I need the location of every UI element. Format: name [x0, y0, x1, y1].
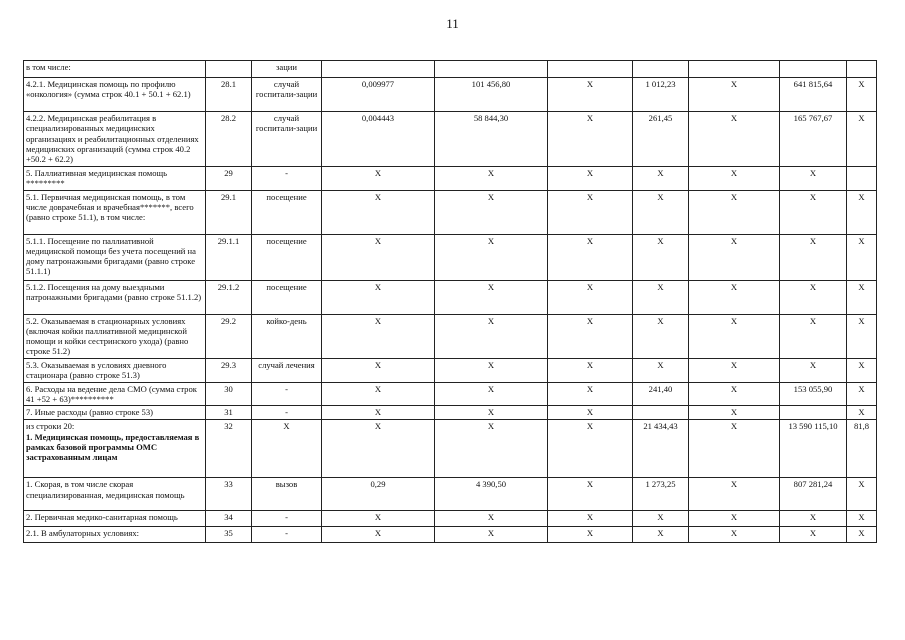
row-value: X	[847, 406, 877, 420]
row-unit: случай госпитали-зации	[252, 112, 322, 167]
table-row	[24, 358, 877, 382]
row-value: X	[780, 234, 847, 280]
page-number: 11	[446, 16, 459, 31]
row-value: X	[780, 280, 847, 314]
row-value: 4 390,50	[435, 478, 548, 511]
row-name: 4.2.1. Медицинская помощь по профилю «онкология» (сумма строк 40.1 + 50.1 + 62.1)	[24, 78, 206, 112]
row-name: 5.3. Оказываемая в условиях дневного стационара (равно строке 51.3)	[24, 358, 206, 382]
row-value: 1 012,23	[633, 78, 689, 112]
financing-table	[23, 60, 877, 543]
row-unit: койко-день	[252, 314, 322, 358]
row-value: X	[322, 358, 435, 382]
row-value: X	[689, 406, 780, 420]
row-value: X	[322, 234, 435, 280]
row-value: 241,40	[633, 382, 689, 406]
row-value: X	[780, 314, 847, 358]
row-value: X	[548, 314, 633, 358]
row-name: 5. Паллиативная медицинская помощь *********	[24, 167, 206, 191]
row-unit: зации	[252, 61, 322, 78]
row-value: X	[780, 358, 847, 382]
row-value: X	[780, 527, 847, 543]
row-value: X	[435, 527, 548, 543]
row-value	[780, 61, 847, 78]
row-value: X	[435, 382, 548, 406]
row-value: 153 055,90	[780, 382, 847, 406]
row-value: X	[322, 527, 435, 543]
row-value: X	[689, 527, 780, 543]
row-unit: X	[252, 420, 322, 478]
row-value: X	[633, 190, 689, 234]
row-value	[548, 61, 633, 78]
table-row	[24, 478, 877, 511]
row-name: 1. Скорая, в том числе скорая специализированная, медицинская помощь	[24, 478, 206, 511]
row-value	[847, 167, 877, 191]
row-value: 101 456,80	[435, 78, 548, 112]
row-value: X	[847, 190, 877, 234]
row-name: 4.2.2. Медицинская реабилитация в специализированных медицинских организациях и реабилитационных отделениях медицинских организаций (сумма строк 40.2 +50.2 + 62.2)	[24, 112, 206, 167]
row-code	[206, 61, 252, 78]
row-value: X	[847, 234, 877, 280]
row-value: 13 590 115,10	[780, 420, 847, 478]
table-row	[24, 314, 877, 358]
row-name: 5.1.1. Посещение по паллиативной медицинской помощи без учета посещений на дому патронажными бригадами (равно строке 51.1.1)	[24, 234, 206, 280]
row-name: 5.2. Оказываемая в стационарных условиях (включая койки паллиативной медицинской помощи и койки сестринского ухода) (равно строке 51.2)	[24, 314, 206, 358]
row-value: 58 844,30	[435, 112, 548, 167]
row-value: X	[689, 234, 780, 280]
row-value: X	[548, 420, 633, 478]
row-name: в том числе:	[24, 61, 206, 78]
row-value: 0,29	[322, 478, 435, 511]
row-value: X	[847, 511, 877, 527]
row-value: 165 767,67	[780, 112, 847, 167]
row-value: X	[633, 314, 689, 358]
row-value: X	[633, 358, 689, 382]
row-value: X	[548, 280, 633, 314]
row-value	[689, 61, 780, 78]
row-value: 261,45	[633, 112, 689, 167]
row-code: 28.2	[206, 112, 252, 167]
table-row	[24, 234, 877, 280]
row-value: X	[689, 358, 780, 382]
row-value: X	[548, 112, 633, 167]
table-row	[24, 406, 877, 420]
row-value: X	[435, 314, 548, 358]
row-value: X	[548, 358, 633, 382]
row-unit: случай госпитали-зации	[252, 78, 322, 112]
row-unit: -	[252, 167, 322, 191]
row-value: 807 281,24	[780, 478, 847, 511]
row-value: X	[847, 314, 877, 358]
row-value	[633, 406, 689, 420]
row-name: 6. Расходы на ведение дела СМО (сумма строк 41 +52 + 63)**********	[24, 382, 206, 406]
row-value: X	[780, 511, 847, 527]
row-value: X	[780, 190, 847, 234]
row-unit: случай лечения	[252, 358, 322, 382]
row-value: X	[780, 167, 847, 191]
row-name: из строки 20:	[26, 421, 75, 432]
row-value: X	[435, 511, 548, 527]
row-name: 2. Первичная медико-санитарная помощь	[24, 511, 206, 527]
row-unit: посещение	[252, 190, 322, 234]
table-row	[24, 167, 877, 191]
table-row	[24, 280, 877, 314]
row-value	[435, 61, 548, 78]
row-value: 81,8	[847, 420, 877, 478]
row-value: X	[689, 280, 780, 314]
row-code: 29.1.1	[206, 234, 252, 280]
row-value: X	[322, 511, 435, 527]
row-value: X	[689, 78, 780, 112]
row-code: 29.1	[206, 190, 252, 234]
row-value: X	[633, 511, 689, 527]
table-row	[24, 527, 877, 543]
row-name: 5.1.2. Посещения на дому выездными патронажными бригадами (равно строке 51.1.2)	[24, 280, 206, 314]
row-value	[780, 406, 847, 420]
row-value	[633, 61, 689, 78]
row-unit: -	[252, 511, 322, 527]
row-value: X	[847, 527, 877, 543]
row-value: X	[847, 280, 877, 314]
table-row	[24, 382, 877, 406]
row-value: 0,009977	[322, 78, 435, 112]
row-value	[322, 61, 435, 78]
table-row	[24, 190, 877, 234]
row-value: X	[689, 478, 780, 511]
row-value: X	[548, 190, 633, 234]
table-row	[24, 61, 877, 78]
table-row	[24, 112, 877, 167]
row-value: X	[322, 167, 435, 191]
row-value	[847, 61, 877, 78]
row-code: 29	[206, 167, 252, 191]
row-value: X	[548, 527, 633, 543]
row-code: 29.2	[206, 314, 252, 358]
row-code: 32	[206, 420, 252, 478]
row-unit: -	[252, 406, 322, 420]
row-code: 30	[206, 382, 252, 406]
row-value: X	[322, 382, 435, 406]
row-value: 21 434,43	[633, 420, 689, 478]
row-name: 5.1. Первичная медицинская помощь, в том числе доврачебная и врачебная*******, всего (равно строке 51.1), в том числе:	[24, 190, 206, 234]
row-name: 7. Иные расходы (равно строке 53)	[24, 406, 206, 420]
row-code: 29.3	[206, 358, 252, 382]
table-row	[24, 420, 877, 478]
row-value: X	[435, 358, 548, 382]
table-row	[24, 511, 877, 527]
row-code: 28.1	[206, 78, 252, 112]
row-code: 34	[206, 511, 252, 527]
row-value: X	[548, 478, 633, 511]
row-value: X	[548, 78, 633, 112]
row-name-bold: 1. Медицинская помощь, предоставляемая в рамках базовой программы ОМС застрахованным лицам	[26, 431, 200, 463]
row-value: X	[847, 78, 877, 112]
row-value: X	[548, 167, 633, 191]
row-value: 1 273,25	[633, 478, 689, 511]
row-value: X	[435, 406, 548, 420]
row-code: 33	[206, 478, 252, 511]
row-value: X	[633, 527, 689, 543]
row-value: X	[633, 167, 689, 191]
row-value: 641 815,64	[780, 78, 847, 112]
row-value: X	[548, 511, 633, 527]
row-value: X	[689, 314, 780, 358]
row-value: X	[435, 234, 548, 280]
row-code: 29.1.2	[206, 280, 252, 314]
row-value: X	[435, 190, 548, 234]
row-value: X	[847, 112, 877, 167]
row-value: X	[633, 234, 689, 280]
row-value: X	[847, 478, 877, 511]
row-value: X	[689, 112, 780, 167]
row-code: 35	[206, 527, 252, 543]
row-value: X	[322, 314, 435, 358]
row-value: X	[548, 234, 633, 280]
table-row	[24, 78, 877, 112]
row-value: X	[689, 167, 780, 191]
row-value: X	[689, 511, 780, 527]
row-value: X	[435, 420, 548, 478]
row-value: X	[322, 190, 435, 234]
row-unit: вызов	[252, 478, 322, 511]
row-value: X	[435, 280, 548, 314]
row-value: X	[847, 382, 877, 406]
row-value: X	[435, 167, 548, 191]
row-unit: -	[252, 527, 322, 543]
row-value: X	[548, 382, 633, 406]
row-value: X	[633, 280, 689, 314]
row-value: 0,004443	[322, 112, 435, 167]
row-value: X	[322, 420, 435, 478]
row-value: X	[689, 420, 780, 478]
row-unit: посещение	[252, 280, 322, 314]
row-code: 31	[206, 406, 252, 420]
row-value: X	[322, 406, 435, 420]
row-unit: -	[252, 382, 322, 406]
row-unit: посещение	[252, 234, 322, 280]
row-value: X	[548, 406, 633, 420]
row-name-cell	[24, 420, 206, 478]
row-value: X	[322, 280, 435, 314]
row-value: X	[689, 190, 780, 234]
row-value: X	[847, 358, 877, 382]
row-value: X	[689, 382, 780, 406]
row-name: 2.1. В амбулаторных условиях:	[24, 527, 206, 543]
